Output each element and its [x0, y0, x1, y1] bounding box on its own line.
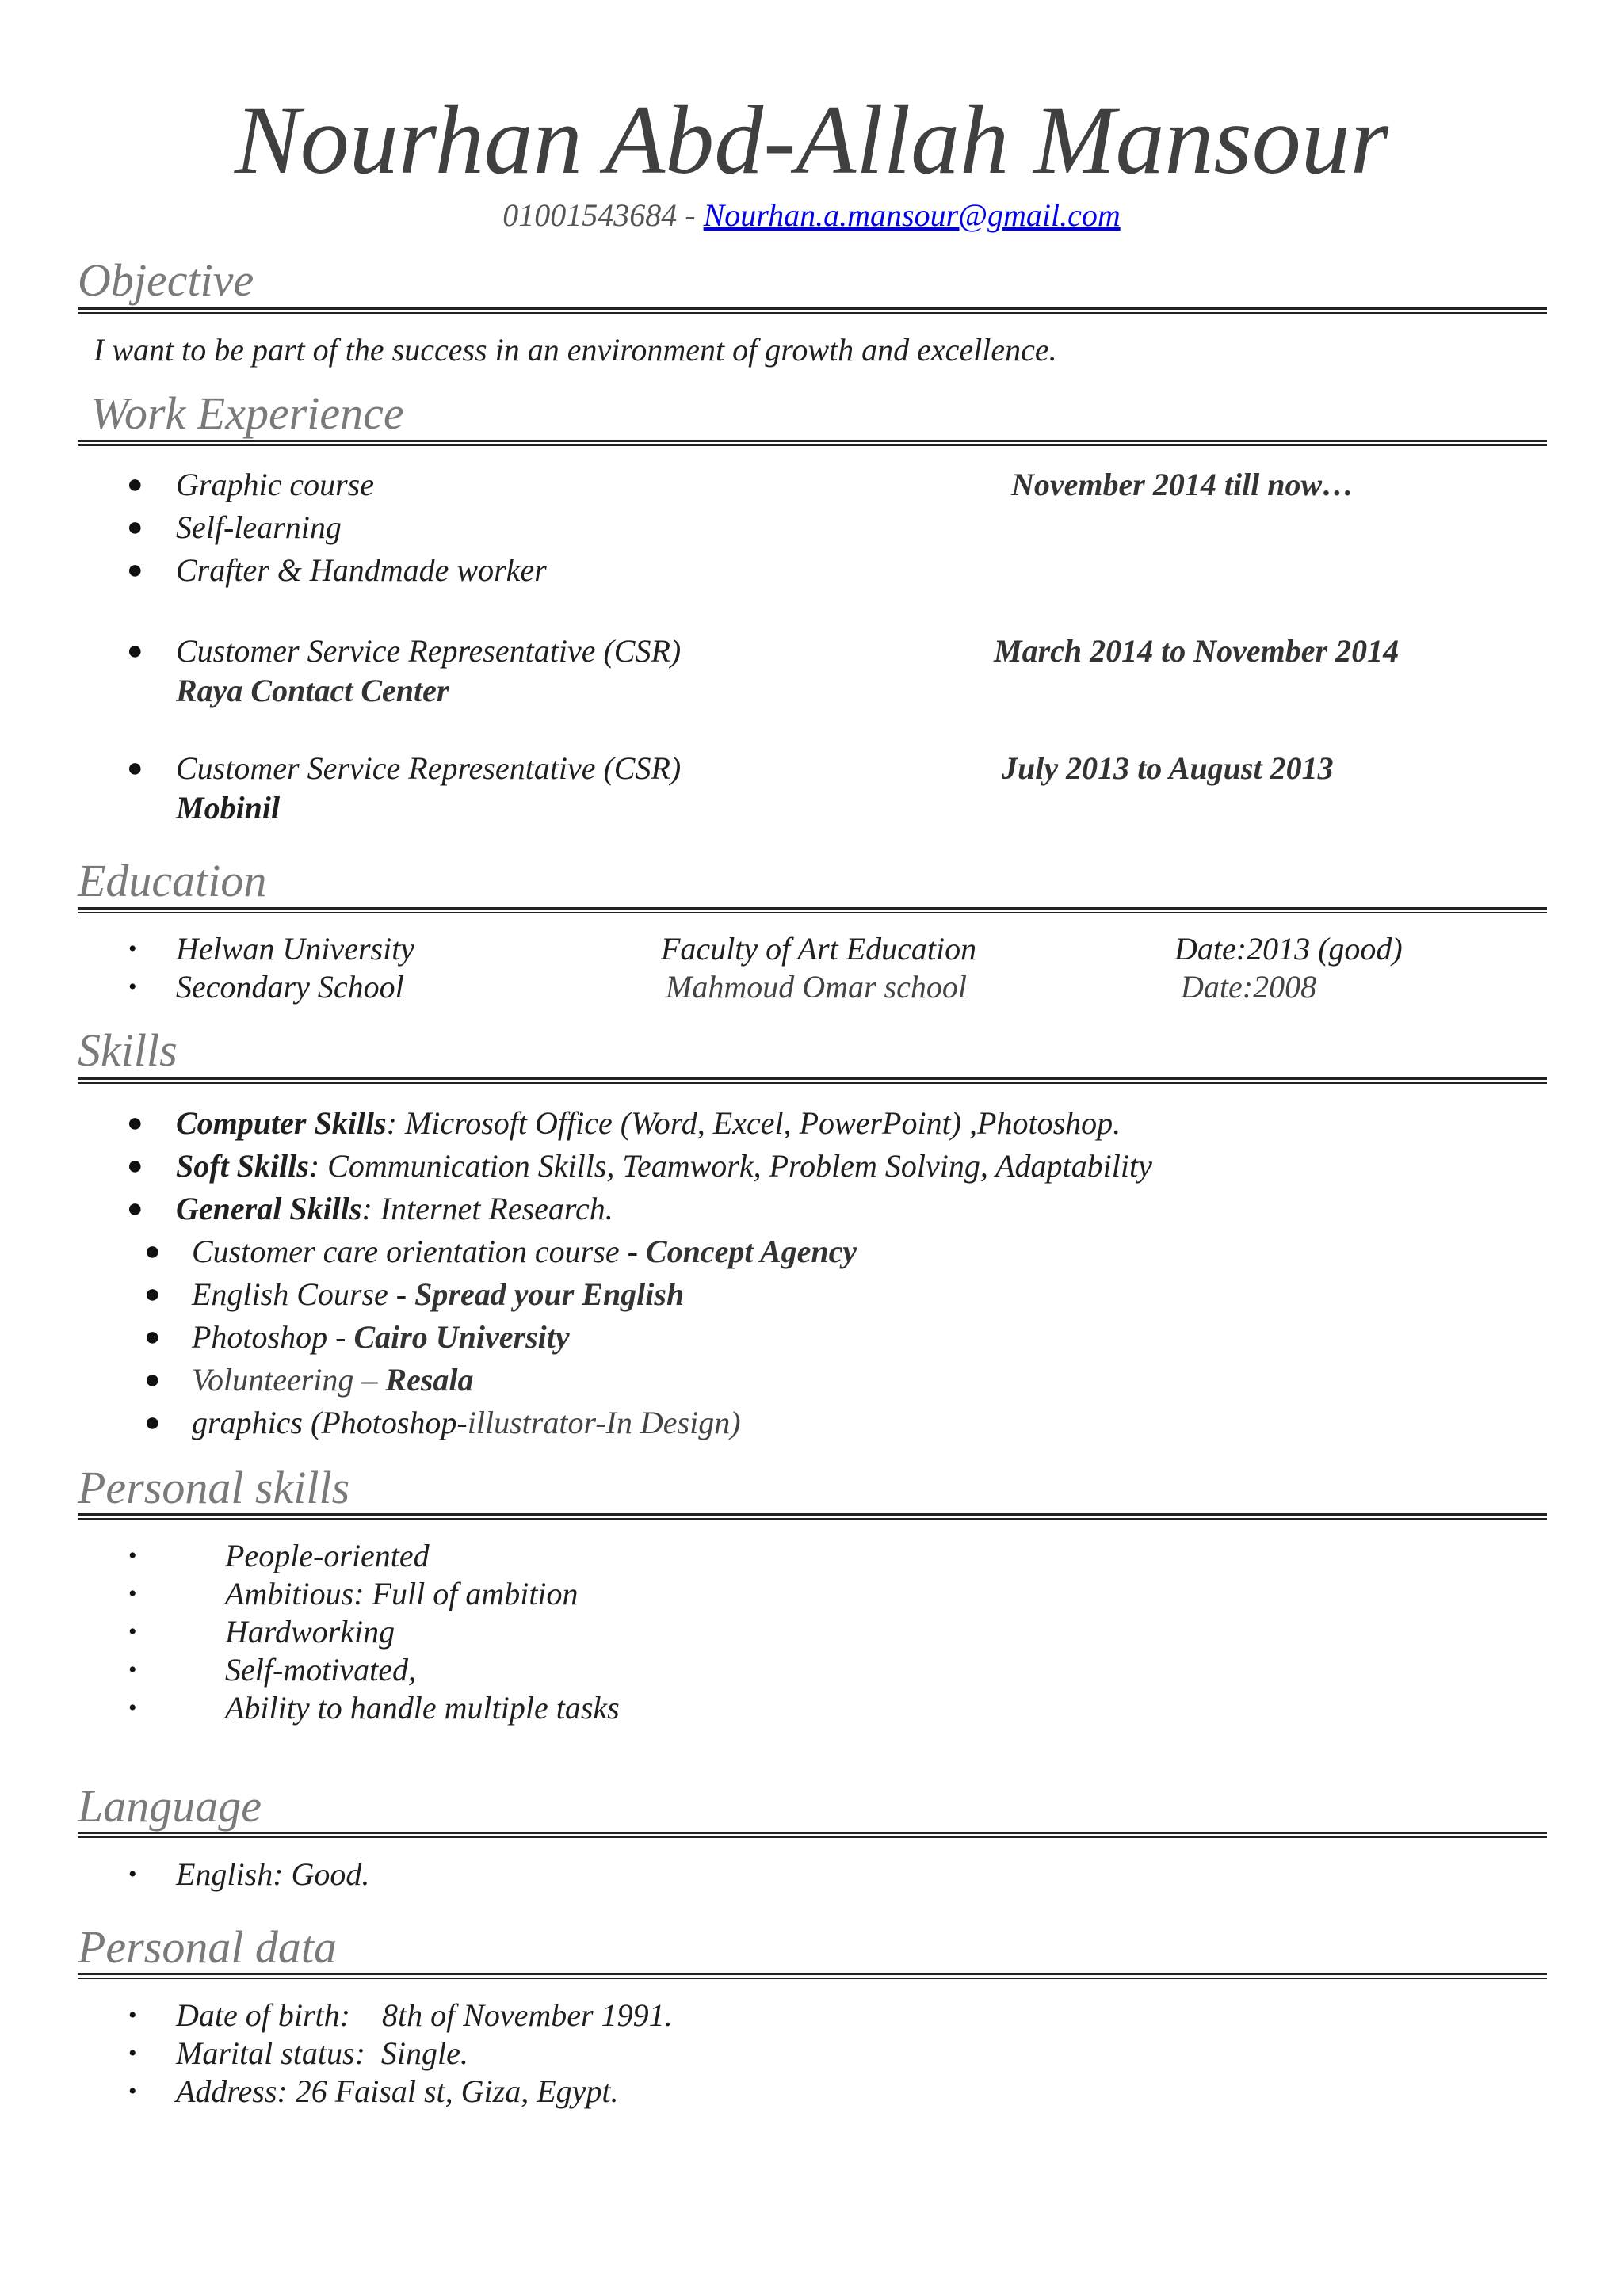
bullet-icon: ● — [127, 1194, 143, 1223]
work-item-label: Self-learning — [176, 509, 342, 545]
personal-data-item: Date of birth: 8th of November 1991. — [176, 1997, 673, 2033]
bullet-icon: ● — [144, 1365, 161, 1394]
section-divider — [78, 1832, 1547, 1838]
bullet-icon: • — [128, 2078, 137, 2104]
course-item — [192, 1233, 857, 1271]
section-divider — [78, 440, 1547, 446]
bullet-icon: ● — [127, 636, 143, 666]
course-text: Photoshop - — [192, 1319, 354, 1355]
bullet-icon: • — [128, 1657, 137, 1683]
bullet-icon: ● — [127, 470, 143, 499]
course-text-rest: illustrator-In Design) — [467, 1405, 741, 1440]
bullet-icon: ● — [127, 555, 143, 585]
bullet-icon: ● — [127, 513, 143, 542]
bullet-icon: ● — [127, 1108, 143, 1138]
education-date: Date:2013 (good) — [1174, 931, 1403, 967]
candidate-name: Nourhan Abd-Allah Mansour — [235, 86, 1388, 194]
objective-heading: Objective — [78, 254, 254, 306]
work-experience-heading: Work Experience — [90, 387, 404, 439]
bullet-icon: ● — [127, 1151, 143, 1180]
work-item-date: July 2013 to August 2013 — [1002, 750, 1334, 786]
bullet-icon: ● — [144, 1322, 161, 1352]
skill-item — [176, 1104, 1121, 1142]
course-provider: Concept Agency — [645, 1234, 857, 1269]
bullet-icon: • — [128, 2002, 137, 2028]
course-provider: Resala — [385, 1362, 474, 1398]
personal-skill-item: People-oriented — [225, 1538, 430, 1573]
course-provider: Cairo University — [353, 1319, 570, 1355]
work-item-date: November 2014 till now… — [1011, 467, 1354, 502]
section-divider — [78, 1973, 1547, 1979]
education-heading: Education — [78, 855, 267, 906]
skill-text: : Internet Research. — [361, 1191, 613, 1226]
section-divider — [78, 907, 1547, 913]
bullet-icon: ● — [127, 753, 143, 783]
personal-skill-item: Self-motivated, — [225, 1652, 417, 1688]
bullet-icon: • — [128, 936, 137, 962]
personal-skill-item: Hardworking — [225, 1614, 395, 1650]
education-date: Date:2008 — [1181, 969, 1317, 1005]
personal-data-item: Marital status: Single. — [176, 2035, 468, 2071]
bullet-icon: • — [128, 1619, 137, 1645]
bullet-icon: • — [128, 1861, 137, 1887]
education-faculty: Faculty of Art Education — [661, 931, 977, 967]
course-text: Customer care orientation course - — [192, 1234, 646, 1269]
bullet-icon: • — [128, 1695, 137, 1721]
personal-skill-item: Ambitious: Full of ambition — [225, 1576, 579, 1611]
section-divider — [78, 1077, 1547, 1084]
course-item — [192, 1276, 684, 1314]
personal-data-heading: Personal data — [78, 1921, 338, 1973]
education-faculty: Mahmoud Omar school — [666, 969, 967, 1005]
section-divider — [78, 1513, 1547, 1520]
work-item-label: Customer Service Representative (CSR) — [176, 750, 682, 786]
bullet-icon: • — [128, 2040, 137, 2066]
course-text: English Course - — [192, 1276, 415, 1312]
bullet-icon: • — [128, 1543, 137, 1569]
bullet-icon: • — [128, 974, 137, 1000]
bullet-icon: ● — [144, 1237, 161, 1266]
contact-line — [0, 196, 1623, 235]
course-item — [192, 1404, 741, 1442]
work-item-date: March 2014 to November 2014 — [994, 633, 1400, 669]
email-link[interactable]: Nourhan.a.mansour@gmail.com — [703, 197, 1121, 233]
personal-skill-item: Ability to handle multiple tasks — [225, 1690, 620, 1726]
education-school: Helwan University — [176, 931, 415, 967]
skill-label: Computer Skills — [176, 1105, 387, 1141]
skill-text: : Microsoft Office (Word, Excel, PowerPoint) ,Photoshop. — [386, 1105, 1121, 1141]
course-item — [192, 1361, 474, 1399]
work-item-org: Raya Contact Center — [176, 673, 449, 708]
education-school: Secondary School — [176, 969, 404, 1005]
course-text: graphics (Photoshop- — [192, 1405, 468, 1440]
course-provider: Spread your English — [414, 1276, 685, 1312]
personal-skills-heading: Personal skills — [78, 1462, 350, 1513]
section-divider — [78, 307, 1547, 314]
phone-number: 01001543684 - — [502, 197, 704, 233]
work-item-label: Graphic course — [176, 467, 374, 502]
work-item-label: Customer Service Representative (CSR) — [176, 633, 682, 669]
course-text: Volunteering – — [192, 1362, 386, 1398]
personal-data-item: Address: 26 Faisal st, Giza, Egypt. — [176, 2073, 619, 2109]
skill-label: Soft Skills — [176, 1148, 309, 1184]
skill-item — [176, 1190, 613, 1228]
skills-heading: Skills — [78, 1024, 178, 1076]
skill-text: : Communication Skills, Teamwork, Problem Solving, Adaptability — [308, 1148, 1152, 1184]
objective-text: I want to be part of the success in an environment of growth and excellence. — [94, 332, 1057, 368]
work-item-label: Crafter & Handmade worker — [176, 552, 547, 588]
bullet-icon: ● — [144, 1408, 161, 1437]
work-item-org: Mobinil — [176, 790, 281, 826]
skill-item — [176, 1147, 1152, 1185]
bullet-icon: ● — [144, 1280, 161, 1309]
bullet-icon: • — [128, 1581, 137, 1607]
course-item — [192, 1318, 570, 1356]
language-item: English: Good. — [176, 1856, 370, 1892]
skill-label: General Skills — [176, 1191, 362, 1226]
language-heading: Language — [78, 1780, 262, 1832]
